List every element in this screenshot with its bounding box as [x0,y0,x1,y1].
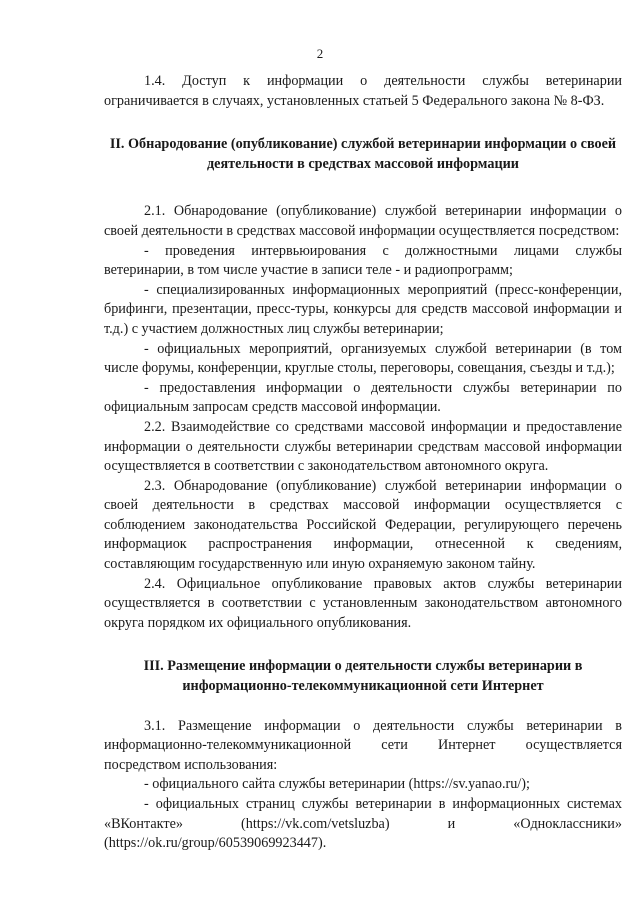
paragraph-1-4: 1.4. Доступ к информации о деятельности службы ветеринарии ограничивается в случаях, установленных статьей 5 Федерального закона № 8-ФЗ. [104,73,622,109]
list-item: - проведения интервьюирования с должностными лицами службы ветеринарии, в том числе участие в записи теле - и радиопрограмм; [104,242,622,279]
paragraph-2-3: 2.3. Обнародование (опубликование) службой ветеринарии информации о своей деятельности в средствах массовой информации осуществляется с соблюдением законодательства Российской Федерации, регулирующего перечень информациок распространения информации, отнесенной к сведениям, составляющим государственную или иную охраняемую законом тайну. [104,477,622,573]
list-item: - официального сайта службы ветеринарии (https://sv.yanao.ru/); [144,776,530,793]
list-item: - официальных мероприятий, организуемых службой ветеринарии (в том числе форумы, конференции, круглые столы, переговоры, совещания, съезды и т.д.); [104,340,622,377]
list-item: - специализированных информационных мероприятий (пресс-конференции, брифинги, презентации, пресс-туры, конкурсы для средств массовой информации и т.д.) с участием должностных лиц службы ветеринарии; [104,281,622,337]
paragraph-2-2: 2.2. Взаимодействие со средствами массовой информации и предоставление информации о деятельности службы ветеринарии средствам массовой информации осуществляется в соответствии с законодательством автономного округа. [104,418,622,475]
document-body [104,72,622,854]
list-item: - официальных страниц службы ветеринарии в информационных системах «ВКонтакте» (https://vk.com/vetsluzba) и «Одноклассники» (https://ok.ru/group/60539069923447). [104,796,622,852]
paragraph-2-4: 2.4. Официальное опубликование правовых актов службы ветеринарии осуществляется в соответствии с установленным законодательством автономного округа порядком их официального опубликования. [104,575,622,631]
paragraph-3-1: 3.1. Размещение информации о деятельности службы ветеринарии в информационно-телекоммуникационной сети Интернет осуществляется посредством использования: [104,717,622,773]
list-item: - предоставления информации о деятельности службы ветеринарии по официальным запросам средств массовой информации. [104,379,622,416]
section-2-heading: II. Обнародование (опубликование) службой ветеринарии информации о своей деятельности в средствах массовой информации [109,136,617,172]
section-3-heading: III. Размещение информации о деятельности службы ветеринарии в информационно-телекоммуникационной сети Интернет [143,658,583,695]
page-number: 2 [316,46,324,61]
paragraph-2-1: 2.1. Обнародование (опубликование) службой ветеринарии информации о своей деятельности в средствах массовой информации осуществляется посредством: [104,203,622,239]
